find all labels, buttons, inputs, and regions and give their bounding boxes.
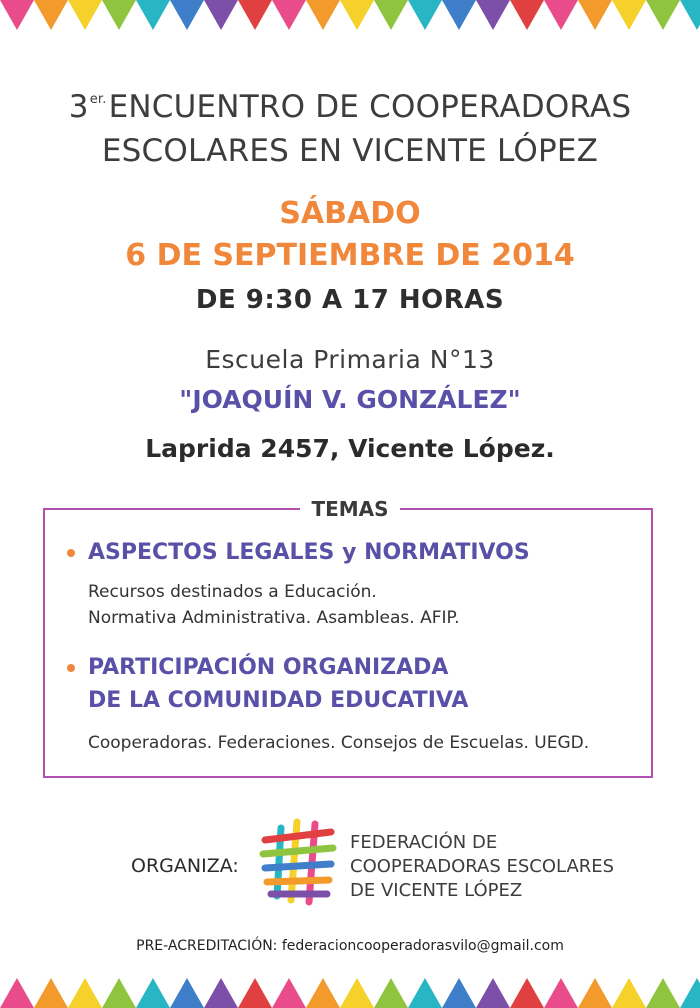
bunting-triangle — [68, 0, 102, 30]
organizer-label: ORGANIZA: — [131, 855, 239, 877]
bunting-triangle — [238, 978, 272, 1008]
bunting-triangle — [374, 0, 408, 30]
bunting-triangle — [0, 0, 34, 30]
bunting-triangle — [306, 0, 340, 30]
bunting-triangle — [680, 978, 700, 1008]
organizer-name-line-3: DE VICENTE LÓPEZ — [350, 880, 523, 901]
bunting-triangle — [646, 978, 680, 1008]
bunting-triangle — [204, 0, 238, 30]
bunting-triangle — [340, 978, 374, 1008]
bunting-triangle — [544, 978, 578, 1008]
bunting-triangle — [204, 978, 238, 1008]
bunting-triangle — [374, 978, 408, 1008]
event-title — [0, 78, 700, 173]
bunting-triangle — [340, 0, 374, 30]
title-superscript: er. — [89, 92, 107, 107]
bunting-triangle — [476, 0, 510, 30]
title-number: 3 — [68, 89, 89, 125]
venue-school: Escuela Primaria N°13 — [205, 345, 495, 374]
bunting-triangle — [578, 978, 612, 1008]
bunting-triangle — [170, 978, 204, 1008]
bunting-triangle — [136, 978, 170, 1008]
bunting-triangle — [102, 978, 136, 1008]
bunting-triangle — [68, 978, 102, 1008]
bunting-triangle — [272, 0, 306, 30]
bunting-triangle — [442, 978, 476, 1008]
organizer-name-line-2: COOPERADORAS ESCOLARES — [350, 856, 615, 877]
bunting-triangle — [442, 0, 476, 30]
bunting-triangle — [612, 0, 646, 30]
bunting-triangle — [34, 0, 68, 30]
bunting-triangle — [408, 0, 442, 30]
topic-detail-2a: Cooperadoras. Federaciones. Consejos de Escuelas. UEGD. — [88, 733, 590, 753]
bunting-triangle — [476, 978, 510, 1008]
bullet-icon — [67, 549, 75, 557]
event-hours: DE 9:30 A 17 HORAS — [195, 285, 505, 315]
bunting-triangle — [510, 978, 544, 1008]
bunting-triangle — [306, 978, 340, 1008]
bunting-triangle — [0, 978, 34, 1008]
title-line-1: ENCUENTRO DE COOPERADORAS — [108, 89, 632, 125]
preregistration-text: PRE-ACREDITACIÓN: federacioncooperadorasvilo@gmail.com — [136, 938, 564, 954]
venue-school-name: "JOAQUÍN V. GONZÁLEZ" — [179, 385, 521, 414]
bunting-triangle — [238, 0, 272, 30]
bunting-triangle — [680, 0, 700, 30]
topic-title-1: ASPECTOS LEGALES y NORMATIVOS — [88, 540, 530, 565]
bunting-triangle — [170, 0, 204, 30]
title-line-2: ESCOLARES EN VICENTE LÓPEZ — [101, 133, 599, 169]
bunting-triangle — [612, 978, 646, 1008]
bunting-triangle — [136, 0, 170, 30]
organizer-name-line-1: FEDERACIÓN DE — [350, 832, 498, 853]
topic-title-2a: PARTICIPACIÓN ORGANIZADA — [88, 655, 449, 680]
event-day: SÁBADO — [279, 196, 421, 231]
bunting-triangle — [510, 0, 544, 30]
bottom-bunting-decoration — [0, 974, 700, 1008]
bunting-triangle — [646, 0, 680, 30]
topic-detail-1b: Normativa Administrativa. Asambleas. AFIP. — [88, 608, 460, 628]
event-date: 6 DE SEPTIEMBRE DE 2014 — [125, 238, 575, 273]
venue-address: Laprida 2457, Vicente López. — [145, 434, 555, 463]
organizer-name — [350, 831, 614, 903]
bunting-triangle — [578, 0, 612, 30]
bunting-triangle — [34, 978, 68, 1008]
bullet-icon — [67, 664, 75, 672]
bunting-triangle — [272, 978, 306, 1008]
bunting-triangle — [102, 0, 136, 30]
topic-title-2b: DE LA COMUNIDAD EDUCATIVA — [88, 688, 469, 713]
bunting-triangle — [408, 978, 442, 1008]
bunting-triangle — [544, 0, 578, 30]
topic-detail-1a: Recursos destinados a Educación. — [88, 582, 377, 602]
federation-logo-icon — [257, 816, 337, 908]
top-bunting-decoration — [0, 0, 700, 34]
topics-heading: TEMAS — [300, 494, 400, 524]
